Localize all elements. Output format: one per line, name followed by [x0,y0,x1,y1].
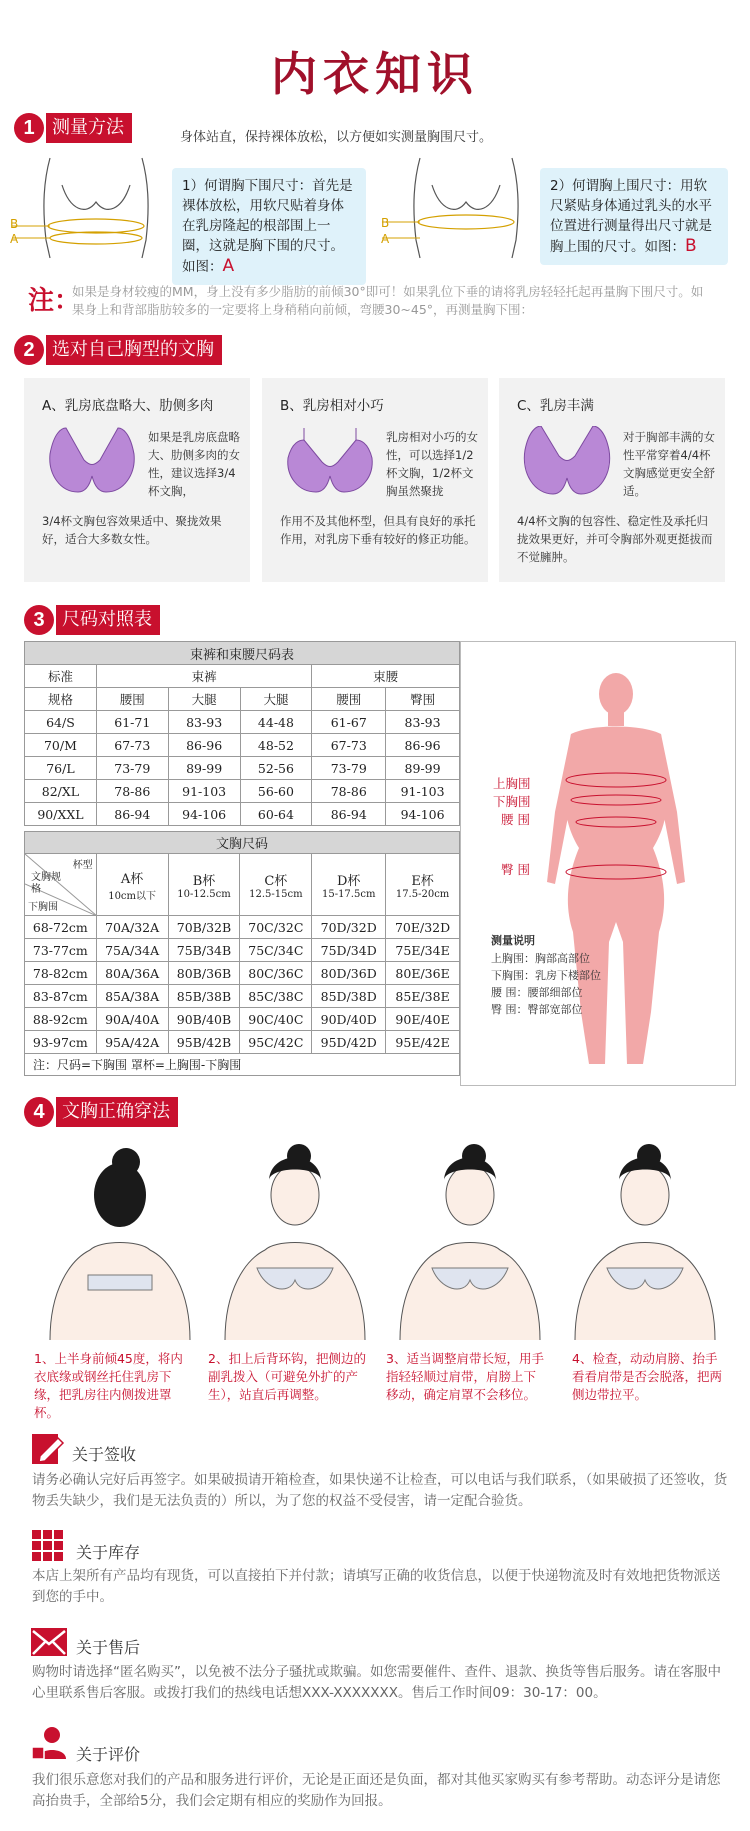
table-cell: 标准 [25,665,97,688]
table-corner-cell [25,854,97,916]
table-cell: 86-96 [386,734,460,757]
bra-size-table [24,831,460,1076]
table-cell: 90E/40E [386,1008,460,1031]
section-label: 文胸正确穿法 [56,1097,178,1127]
section-number: 1 [14,113,44,143]
table-cell: 75D/34D [312,939,386,962]
table-row [25,734,460,757]
table-cell: 90A/40A [96,1008,168,1031]
cup-card-desc-bottom: 3/4杯文胸包容效果适中、聚拢效果好，适合大多数女性。 [42,514,222,546]
table-header: 大腿 [168,688,240,711]
table-header: 规格 [25,688,97,711]
table-cell: 82/XL [25,780,97,803]
table-cell: 75C/34C [240,939,312,962]
cup-name: D杯 [336,873,361,889]
cup-name: B杯 [192,873,216,889]
table-cell: 67-73 [96,734,168,757]
table-cell: 73-77cm [25,939,97,962]
table-cell: 75B/34B [168,939,240,962]
table-cell: 83-87cm [25,985,97,1008]
table-cell: 89-99 [168,757,240,780]
table-cell: 56-60 [240,780,312,803]
table-row [25,711,460,734]
table-cell: 85B/38B [168,985,240,1008]
table-cell: 70C/32C [240,916,312,939]
info-text-sign: 请务必确认完好后再签字。如果破损请开箱检查，如果快递不让检查，可以电话与我们联系，（如果破损了还签收，货物丢失缺少，我们是无法负责的）所以，为了您的权益不受侵害，请一定配合验货。 [32,1472,728,1509]
info-text-service: 购物时请选择“匿名购买”，以免被不法分子骚扰或欺骗。如您需要催件、查件、退款、换货等售后服务。请在客服中心里联系售后客服。或拨打我们的热线电话想XXX-XXXXXXX。售后工作时间09：30-17：00。 [32,1664,721,1701]
section-label: 选对自己胸型的文胸 [46,335,222,365]
bubble-under-mark: A [222,256,235,276]
cup-header [168,854,240,916]
table-cell: 86-94 [312,803,386,826]
table-cell: 78-86 [96,780,168,803]
table-cell: 91-103 [386,780,460,803]
table-cell: 68-72cm [25,916,97,939]
table-cell: 80D/36D [312,962,386,985]
table-cell: 束裤 [96,665,311,688]
section-header-wear [24,1096,178,1128]
section-header-bra-type [14,334,222,366]
label-hip: 臀 围 [501,862,530,877]
cup-card-desc-bottom: 4/4杯文胸的包容性、稳定性及承托归拢效果更好，并可令胸部外观更挺拔而不觉臃肿。 [517,514,713,564]
legend-line: 腰 围：腰部细部位 [491,986,583,999]
mail-icon [30,1625,68,1659]
table-cell: 80A/36A [96,962,168,985]
table-row [25,939,460,962]
table-header: 臀围 [386,688,460,711]
legend-line: 臀 围：臀部宽部位 [491,1003,583,1016]
body-figure-panel [460,641,736,1086]
table-cell: 86-94 [96,803,168,826]
table-cell: 75E/34E [386,939,460,962]
info-text-review: 我们很乐意您对我们的产品和服务进行评价，无论是正面还是负面，都对其他买家购买有参考帮助。动态评分是请您高抬贵手，全部给5分，我们会定期有相应的奖励作为回报。 [32,1772,721,1809]
table-cell: 78-86 [312,780,386,803]
info-title-stock: 关于库存 [76,1543,141,1562]
table-cell: 44-48 [240,711,312,734]
table-row [25,1008,460,1031]
table-cell: 67-73 [312,734,386,757]
table-cell: 85C/38C [240,985,312,1008]
label-under-bust: 下胸围 [493,794,531,809]
table-cell: 64/S [25,711,97,734]
section-header-size-chart [24,604,160,636]
table-title: 束裤和束腰尺码表 [25,642,460,665]
measure-intro: 身体站直，保持裸体放松，以方便如实测量胸围尺寸。 [180,130,493,145]
table-row [25,916,460,939]
section-label: 尺码对照表 [56,605,160,635]
table-row [25,985,460,1008]
table-cell: 85A/38A [96,985,168,1008]
table-header: 大腿 [240,688,312,711]
cup-header [386,854,460,916]
wear-step-3: 3、适当调整肩带长短，用手指轻轻顺过肩带，肩膀上下移动，确定肩罩不会移位。 [386,1351,544,1402]
table-cell: 90/XXL [25,803,97,826]
table-cell: 70B/32B [168,916,240,939]
table-note: 注：尺码=下胸围 罩杯=上胸围-下胸围 [25,1054,460,1076]
table-cell: 80E/36E [386,962,460,985]
marker-a: A [10,232,19,246]
table-header: 腰围 [96,688,168,711]
table-cell: 95D/42D [312,1031,386,1054]
pants-waist-size-table [24,641,460,826]
table-cell: 束腰 [312,665,460,688]
bubble-over-text: 2）何谓胸上围尺寸：用软尺紧贴身体通过乳头的水平位置进行测量得出尺寸就是胸上围的尺寸。如图： [550,178,712,255]
illustration-step-4 [575,1144,715,1340]
grid-icon [30,1528,66,1564]
table-cell: 94-106 [386,803,460,826]
table-cell: 89-99 [386,757,460,780]
table-row [25,757,460,780]
corner-under-label: 下胸围 [28,902,58,913]
table-cell: 80B/36B [168,962,240,985]
bubble-over-mark: B [685,236,697,256]
user-review-icon [30,1725,70,1761]
table-cell: 70/M [25,734,97,757]
cup-range: 17.5-20cm [395,888,450,900]
cup-card-desc: 对于胸部丰满的女性平常穿着4/4杯文胸感觉更安全舒适。 [623,430,715,498]
torso-sketch-under [10,150,160,260]
sign-icon [30,1430,66,1466]
illustration-step-1 [50,1148,190,1340]
cup-header [96,854,168,916]
cup-name: A杯 [120,871,144,887]
table-cell: 83-93 [386,711,460,734]
table-row [25,1031,460,1054]
table-row [25,962,460,985]
bra-44-icon [519,426,615,498]
illustration-step-2 [225,1144,365,1340]
cup-range: 10cm以下 [108,890,157,902]
table-cell: 95C/42C [240,1031,312,1054]
table-cell: 90D/40D [312,1008,386,1031]
table-cell: 61-67 [312,711,386,734]
table-cell: 90B/40B [168,1008,240,1031]
table-title: 文胸尺码 [25,832,460,854]
wear-step-1: 1、上半身前倾45度，将内衣底缘或钢丝托住乳房下缘，把乳房往内侧拨进罩杯。 [34,1351,183,1420]
page-title: 内衣知识 [271,47,479,101]
table-cell: 52-56 [240,757,312,780]
wear-illustrations [30,1140,730,1340]
table-cell: 61-71 [96,711,168,734]
table-cell: 88-92cm [25,1008,97,1031]
cup-card-a [24,378,250,582]
info-title-service: 关于售后 [76,1638,141,1657]
bra-12-icon [282,426,378,498]
table-cell: 75A/34A [96,939,168,962]
section-header-measure [14,112,132,144]
corner-cup-label: 杯型 [72,860,93,871]
section-number: 4 [24,1097,54,1127]
bubble-under-bust [172,168,366,285]
info-text-stock: 本店上架所有产品均有现货，可以直接拍下并付款；请填写正确的收货信息，以便于快递物流及时有效地把货物派送到您的手中。 [32,1568,721,1605]
cup-name: C杯 [264,873,288,889]
section-number: 2 [14,335,44,365]
table-cell: 70D/32D [312,916,386,939]
cup-card-desc-bottom: 作用不及其他杯型，但具有良好的承托作用，对乳房下垂有较好的修正功能。 [280,514,476,546]
table-cell: 73-79 [96,757,168,780]
table-cell: 73-79 [312,757,386,780]
marker-b: B [10,217,19,231]
cup-card-desc: 如果是乳房底盘略大、肋侧多肉的女性，建议选择3/4杯文胸， [148,430,240,498]
table-row [25,803,460,826]
table-cell: 90C/40C [240,1008,312,1031]
torso-sketch-over [380,150,530,260]
cup-card-title: B、乳房相对小巧 [280,398,384,414]
cup-card-desc: 乳房相对小巧的女性，可以选择1/2杯文胸，1/2杯文胸虽然聚拢 [386,430,478,498]
label-waist: 腰 围 [501,812,530,827]
cup-header [240,854,312,916]
cup-card-title: A、乳房底盘略大、肋侧多肉 [42,398,214,414]
legend-line: 上胸围：胸部高部位 [491,952,590,965]
cup-range: 15-17.5cm [321,888,376,900]
bubble-under-text: 1）何谓胸下围尺寸：首先是裸体放松，用软尺贴着身体在乳房隆起的根部围上一圈，这就是胸下围的尺寸。如图： [182,178,353,275]
cup-header [312,854,386,916]
table-cell: 80C/36C [240,962,312,985]
cup-range: 12.5-15cm [249,888,303,900]
table-header: 腰围 [312,688,386,711]
corner-spec-label: 文胸规格 [31,872,61,895]
table-cell: 76/L [25,757,97,780]
bra-34-icon [44,426,140,498]
legend-line: 下胸围：乳房下楼部位 [491,969,601,982]
section-number: 3 [24,605,54,635]
label-upper-bust: 上胸围 [493,776,531,791]
cup-range: 10-12.5cm [177,888,231,900]
table-cell: 91-103 [168,780,240,803]
table-cell: 70A/32A [96,916,168,939]
table-cell: 83-93 [168,711,240,734]
bubble-over-bust [540,168,728,265]
table-cell: 70E/32D [386,916,460,939]
table-cell: 60-64 [240,803,312,826]
cup-name: E杯 [411,873,434,889]
cup-card-c [499,378,725,582]
table-cell: 94-106 [168,803,240,826]
table-cell: 95A/42A [96,1031,168,1054]
wear-step-4: 4、检查，动动肩膀、抬手看看肩带是否会脱落，把两侧边带拉平。 [572,1351,723,1402]
legend-title: 测量说明 [491,934,535,947]
note-label: 注： [28,286,81,316]
cup-card-title: C、乳房丰满 [517,398,594,414]
info-title-review: 关于评价 [76,1745,141,1764]
table-cell: 85D/38D [312,985,386,1008]
cup-card-b [262,378,488,582]
section-label: 测量方法 [46,113,132,143]
marker-a-2: A [381,232,390,246]
table-row [25,780,460,803]
table-cell: 95B/42B [168,1031,240,1054]
table-cell: 48-52 [240,734,312,757]
wear-step-2: 2、扣上后背环钩，把侧边的副乳拨入（可避免外扩的产生），站直后再调整。 [208,1351,366,1402]
table-cell: 78-82cm [25,962,97,985]
table-cell: 95E/42E [386,1031,460,1054]
table-cell: 93-97cm [25,1031,97,1054]
illustration-step-3 [400,1144,540,1340]
table-cell: 85E/38E [386,985,460,1008]
note-text: 如果是身材较瘦的MM，身上没有多少脂肪的前倾30°即可！如果乳位下垂的请将乳房轻轻托起再量胸下围尺寸。如果身上和背部脂肪较多的一定要将上身稍稍向前倾，弯腰30~45°，再测量胸下围： [72,284,704,317]
marker-b-2: B [381,216,390,230]
table-cell: 86-96 [168,734,240,757]
info-title-sign: 关于签收 [72,1445,137,1464]
